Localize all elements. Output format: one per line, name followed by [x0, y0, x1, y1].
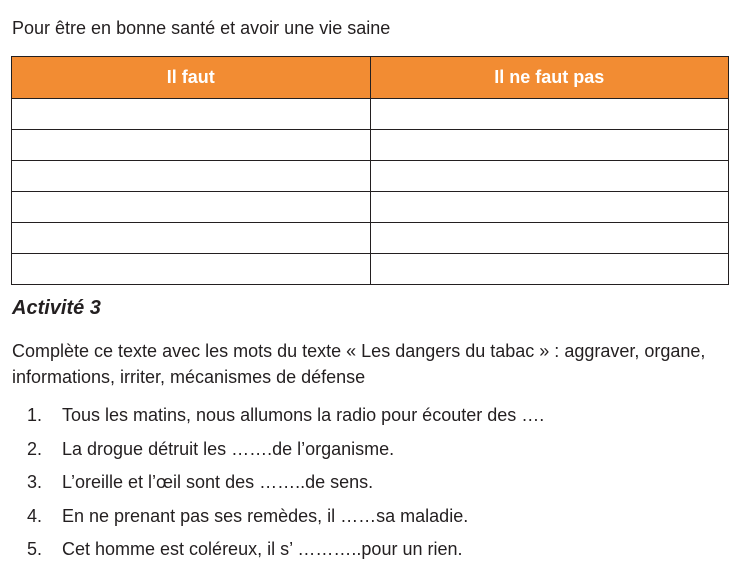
- item-number: 2.: [27, 438, 43, 459]
- table-cell: [370, 99, 729, 130]
- column-header-il-faut: Il faut: [12, 57, 371, 99]
- column-header-il-ne-faut-pas: Il ne faut pas: [370, 57, 729, 99]
- item-number: 5.: [27, 539, 43, 559]
- item-number: 4.: [27, 505, 43, 526]
- table-cell: [370, 161, 729, 192]
- table-cell: [12, 254, 371, 285]
- item-text: L’oreille et l’œil sont des ……..de sens.: [62, 472, 374, 492]
- activity-title: Activité 3: [12, 297, 101, 319]
- health-table: [11, 56, 729, 285]
- table-cell: [370, 254, 729, 285]
- table-row: [12, 192, 729, 223]
- table-row: [12, 254, 729, 285]
- list-item: [0, 436, 544, 470]
- list-item: [0, 536, 544, 570]
- table-cell: [12, 99, 371, 130]
- item-text: Tous les matins, nous allumons la radio pour écouter des ….: [62, 405, 545, 425]
- table-header-row: [12, 57, 729, 99]
- intro-text: Pour être en bonne santé et avoir une vie saine: [12, 18, 391, 38]
- list-item: [0, 469, 544, 503]
- table-row: [12, 130, 729, 161]
- list-item: [0, 503, 544, 537]
- item-text: En ne prenant pas ses remèdes, il ……sa maladie.: [62, 505, 469, 526]
- table-row: [12, 223, 729, 254]
- table-cell: [370, 192, 729, 223]
- table-cell: [12, 161, 371, 192]
- item-number: 1.: [27, 405, 43, 425]
- list-item: [0, 402, 544, 436]
- activity-instruction: Complète ce texte avec les mots du texte « Les dangers du tabac » : aggraver, organe, informations, irriter, mécanismes de défense: [12, 341, 706, 387]
- table-cell: [370, 130, 729, 161]
- item-text: La drogue détruit les …….de l’organisme.: [62, 438, 395, 459]
- table-cell: [12, 223, 371, 254]
- table-row: [12, 161, 729, 192]
- item-number: 3.: [27, 472, 43, 492]
- table-cell: [12, 192, 371, 223]
- item-text: Cet homme est coléreux, il s’ ………..pour un rien.: [62, 539, 463, 559]
- table-cell: [12, 130, 371, 161]
- table-row: [12, 99, 729, 130]
- question-list: [0, 402, 544, 570]
- table-cell: [370, 223, 729, 254]
